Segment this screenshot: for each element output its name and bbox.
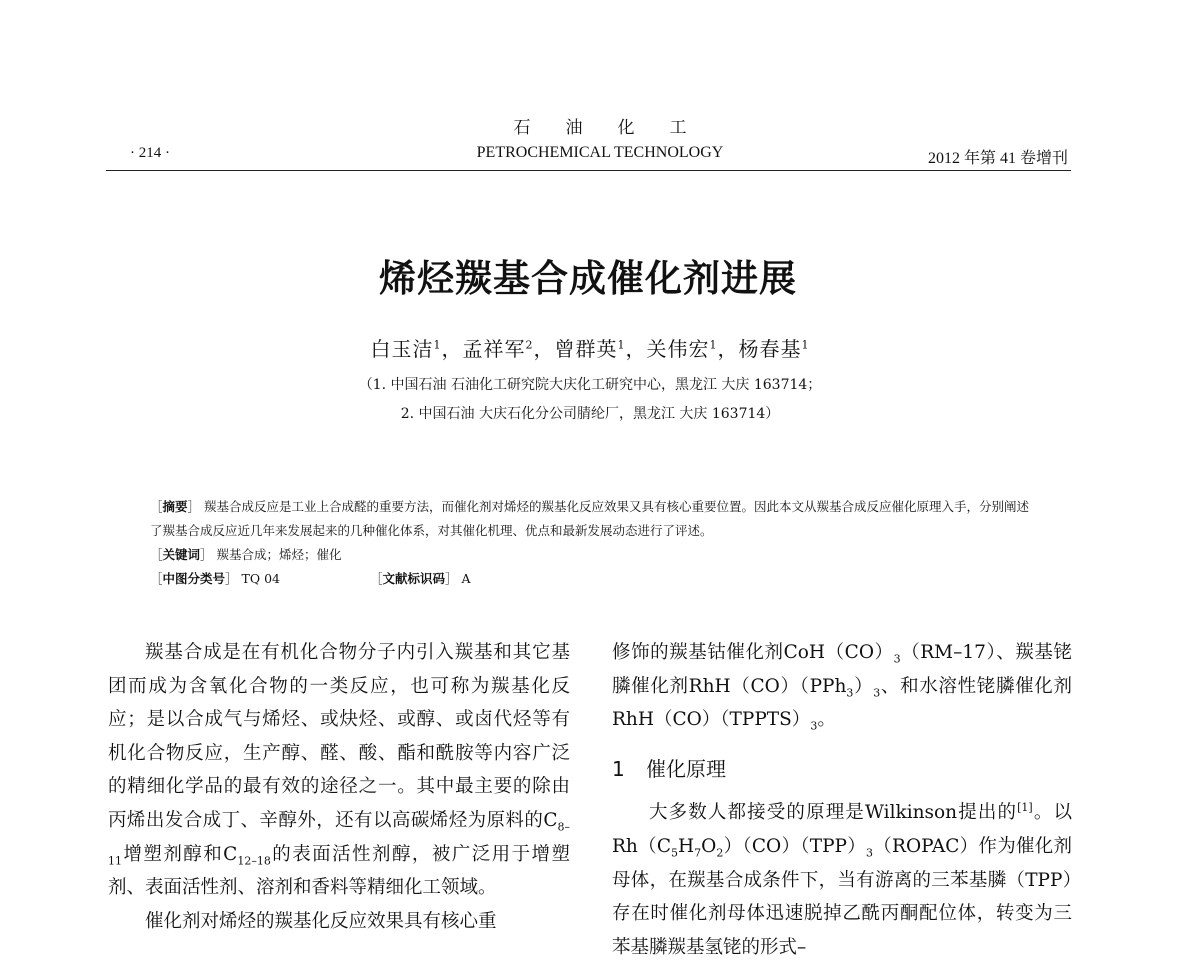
abstract-block bbox=[150, 495, 1030, 591]
journal-name-cn bbox=[400, 113, 800, 138]
body-paragraph: 催化剂对烯烃的羰基化反应效果具有核心重 bbox=[145, 910, 497, 932]
journal-char: 油 bbox=[565, 118, 583, 138]
author-list: 白玉洁$^1$，孟祥军$^2$，曾群英$^1$，关伟宏$^1$，杨春基$^1$ bbox=[370, 337, 810, 361]
subscript: 3 bbox=[846, 686, 854, 700]
subscript: 3 bbox=[873, 686, 881, 700]
abstract-text: 羰基合成反应是工业上合成醛的重要方法，而催化剂对烯烃的羰基化反应效果又具有核心重要位置。因此本文从羰基合成反应催化原理入手，分别阐述了羰基合成反应近几年来发展起来的几种催化体系，对其催化机理、优点和最新发展动态进行了评述。 bbox=[150, 499, 1030, 538]
body-text: 的表面活性剂醇，被广泛用于增塑剂、表面活性剂、溶剂和香料等精细化工领域。 bbox=[108, 843, 570, 899]
subscript: 5 bbox=[671, 846, 679, 860]
subscript: 8–11 bbox=[108, 820, 570, 868]
body-column-right bbox=[612, 636, 1072, 964]
abstract-label: 摘要 bbox=[162, 499, 188, 514]
body-text: （ROPAC）作为催化剂母体，在羰基合成条件下，当有游离的三苯基膦（TPP）存在时催化剂母体迅速脱掉乙酰丙酮配位体，转变为三苯基膦羰基氢铑的形式– bbox=[612, 835, 1072, 958]
body-text: O bbox=[701, 835, 717, 857]
affiliation-1: （1. 中国石油 石油化工研究院大庆化工研究中心，黑龙江 大庆 163714； bbox=[358, 377, 822, 393]
section-heading bbox=[612, 753, 1072, 787]
author-affiliation-mark: 1 bbox=[709, 338, 718, 352]
author-affiliation-mark: 1 bbox=[433, 338, 442, 352]
classification-label: 中图分类号 bbox=[162, 571, 226, 586]
body-text: 增塑剂醇和C bbox=[122, 843, 238, 865]
subscript: 3 bbox=[893, 652, 901, 666]
author-name: 白玉洁 bbox=[370, 337, 434, 361]
body-text: 大多数人都接受的原理是Wilkinson提出的 bbox=[649, 802, 1018, 824]
keywords-label: 关键词 bbox=[162, 547, 201, 562]
body-paragraph bbox=[612, 636, 1072, 737]
page-number: · 214 · bbox=[130, 145, 170, 161]
author-name: 孟祥军 bbox=[462, 337, 526, 361]
journal-name-en: PETROCHEMICAL TECHNOLOGY bbox=[476, 144, 724, 161]
journal-char: 石 bbox=[513, 118, 531, 138]
body-text: ）（CO）（TPP） bbox=[723, 835, 867, 857]
section-title: 催化原理 bbox=[646, 756, 726, 781]
subscript: 3 bbox=[866, 846, 874, 860]
body-text: 羰基合成是在有机化合物分子内引入羰基和其它基团而成为含氧化合物的一类反应，也可称为羰基化反应；是以合成气与烯烃、或炔烃、或醇、或卤代烃等有机化合物反应，生产醇、醛、酸、酯和酰胺等内容广泛的精细化学品的最有效的途径之一。其中最主要的除由丙烯出发合成丁、辛醇外，还有以高碳烯烃为原料的C bbox=[108, 642, 570, 831]
keywords: ［关键词］ 羰基合成；烯烃；催化 bbox=[150, 547, 342, 562]
header-divider bbox=[106, 170, 1071, 171]
body-text: 。以Rh（C bbox=[612, 802, 1072, 857]
author-name: 关伟宏 bbox=[646, 337, 710, 361]
subscript: 3 bbox=[810, 719, 818, 733]
classification-line: ［中图分类号］ TQ 04 ［文献标识码］ A bbox=[150, 571, 471, 586]
author-affiliation-mark: 1 bbox=[801, 338, 810, 352]
author-name: 杨春基 bbox=[738, 337, 802, 361]
body-text: 修饰的羰基钴催化剂CoH（CO） bbox=[612, 642, 894, 663]
doc-code-value: A bbox=[461, 571, 471, 586]
body-text: 、和水溶性铑膦催化剂RhH（CO）（TPPTS） bbox=[612, 675, 1072, 731]
body-text: （RM–17）、羰基铑膦催化剂RhH（CO）（PPh bbox=[612, 642, 1073, 697]
author-affiliation-mark: 1 bbox=[617, 338, 626, 352]
paper-title: 烯烃羰基合成催化剂进展 bbox=[379, 257, 797, 300]
author-name: 曾群英 bbox=[554, 337, 618, 361]
journal-char: 工 bbox=[669, 118, 687, 138]
subscript: 12–18 bbox=[237, 854, 271, 868]
body-text: H bbox=[678, 835, 695, 857]
issue-info: 2012 年第 41 卷增刊 bbox=[927, 150, 1068, 167]
body-paragraph bbox=[612, 796, 1072, 964]
journal-char: 化 bbox=[617, 118, 635, 138]
doc-code-label: 文献标识码 bbox=[382, 571, 446, 586]
body-paragraph bbox=[108, 636, 570, 905]
author-affiliation-mark: 2 bbox=[525, 338, 534, 352]
body-text: ） bbox=[853, 675, 874, 697]
keywords-text: 羰基合成；烯烃；催化 bbox=[216, 547, 342, 562]
body-text: 。 bbox=[817, 709, 836, 731]
abstract: ［摘要］ 羰基合成反应是工业上合成醛的重要方法，而催化剂对烯烃的羰基化反应效果又具有核心重要位置。因此本文从羰基合成反应催化原理入手，分别阐述了羰基合成反应近几年来发展起来的几种催化体系，对其催化机理、优点和最新发展动态进行了评述。 bbox=[150, 499, 1030, 538]
subscript: 7 bbox=[694, 846, 702, 860]
subscript: 2 bbox=[716, 846, 724, 860]
section-number: 1 bbox=[612, 756, 625, 781]
citation-ref: [1] bbox=[1017, 801, 1033, 815]
body-column-left bbox=[108, 636, 570, 938]
classification-value: TQ 04 bbox=[241, 571, 280, 586]
affiliation-2: 2. 中国石油 大庆石化分公司腈纶厂，黑龙江 大庆 163714） bbox=[400, 406, 780, 422]
